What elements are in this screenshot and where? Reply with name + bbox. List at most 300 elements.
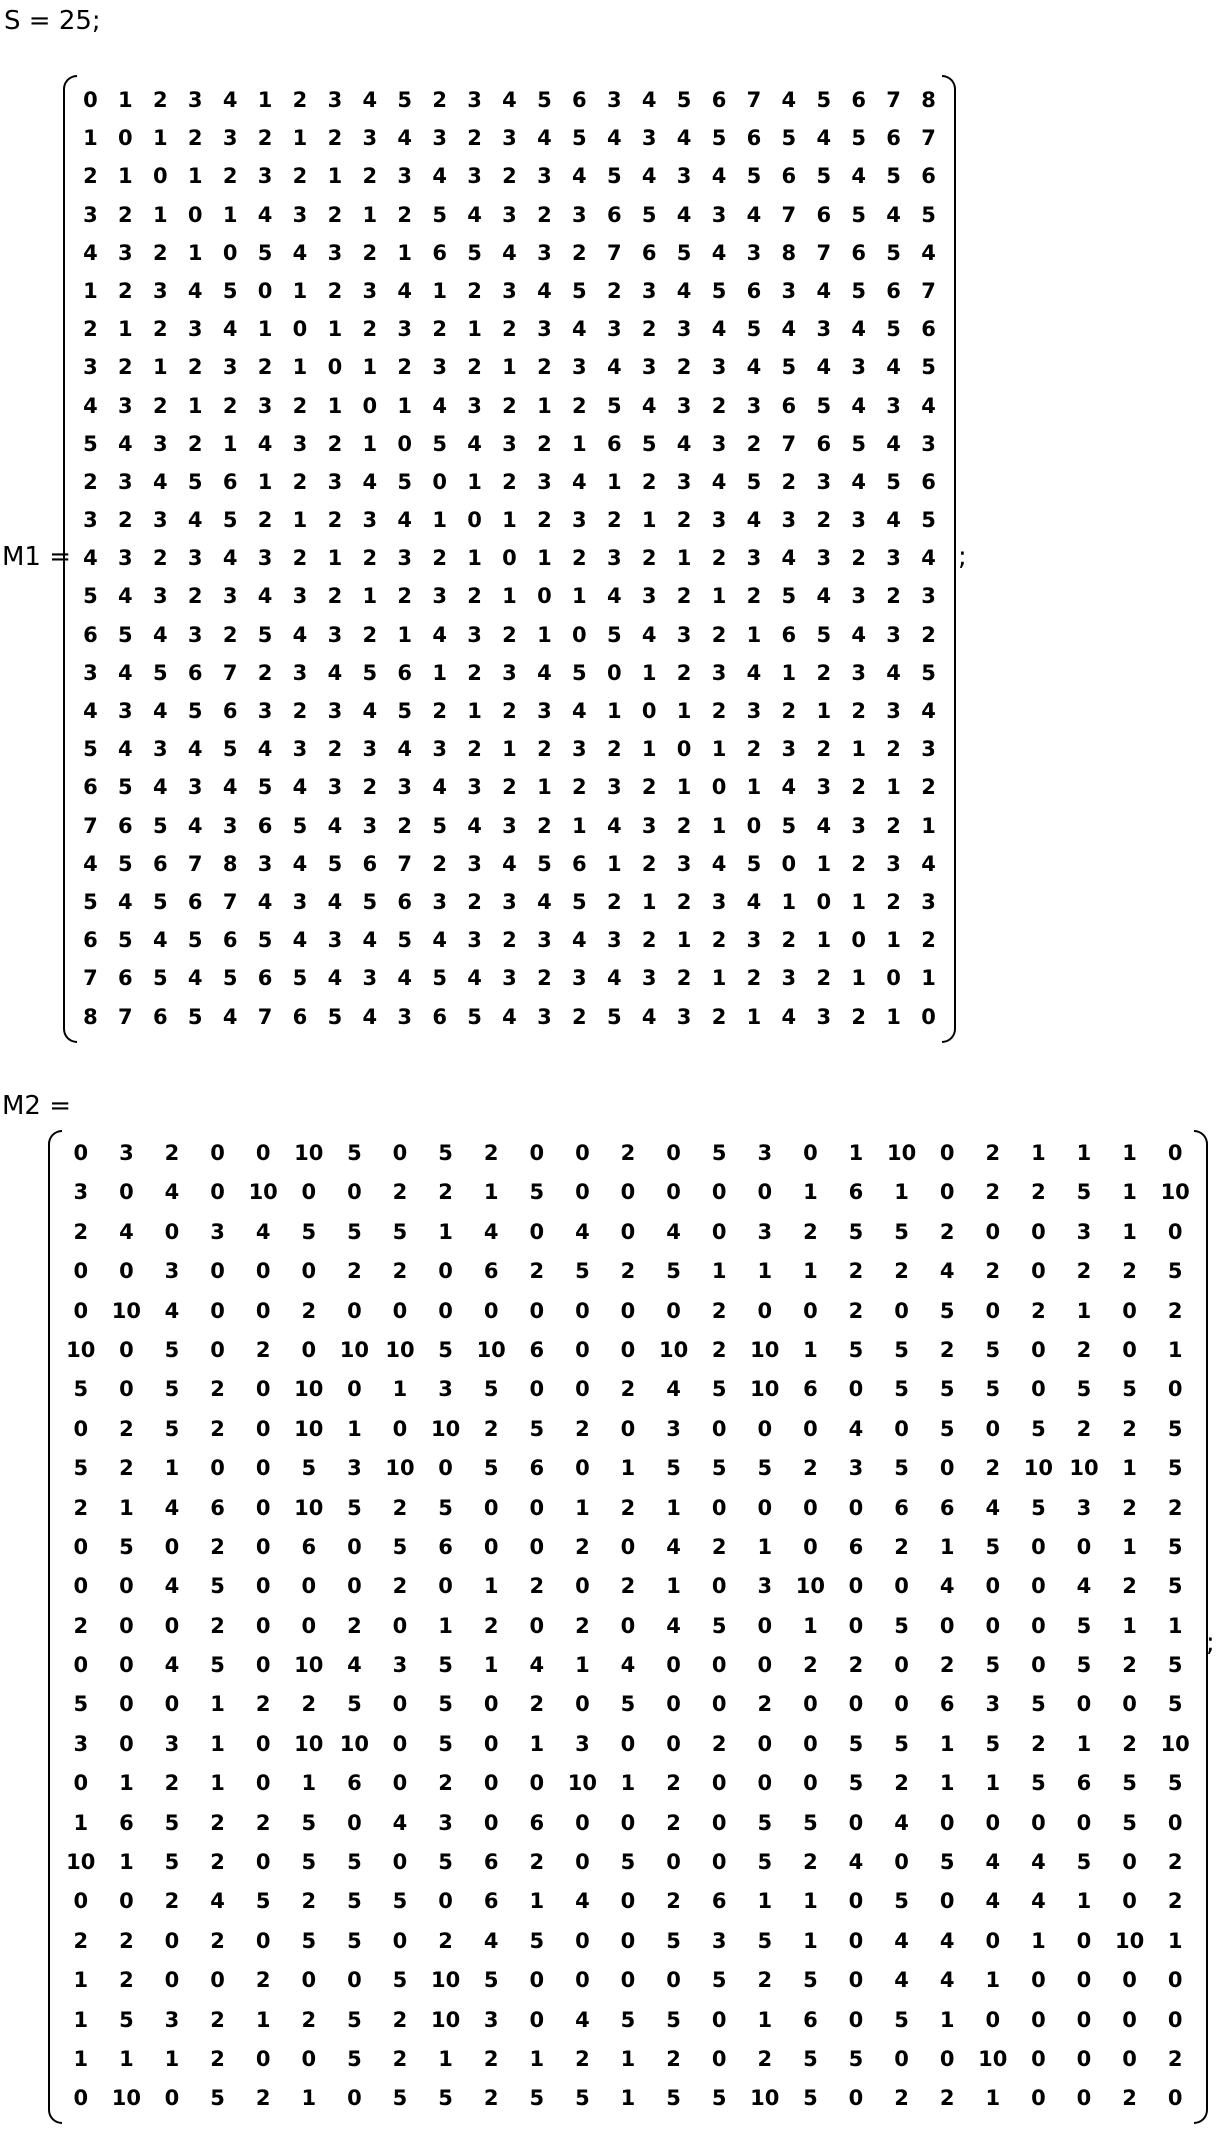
m2-cell: 2 xyxy=(1076,1337,1092,1362)
m1-cell: 3 xyxy=(327,699,343,723)
m2-cell: 1 xyxy=(848,1141,864,1165)
m1-cell: 2 xyxy=(502,622,517,647)
m1-cell: 5 xyxy=(187,928,203,953)
m1-cell: 4 xyxy=(746,889,762,914)
m2-cell: 1 xyxy=(1122,1180,1137,1205)
m1-cell: 5 xyxy=(222,737,238,762)
m1-cell: 0 xyxy=(152,164,168,189)
m2-cell: 3 xyxy=(73,1731,89,1756)
m2-cell: 0 xyxy=(1122,2007,1137,2032)
m2-label: M2 = xyxy=(2,1091,72,1121)
m2-cell: 5 xyxy=(1122,1810,1137,1835)
m1-cell: 4 xyxy=(327,813,343,838)
m1-cell: 5 xyxy=(851,202,866,227)
m1-cell: 3 xyxy=(921,431,936,456)
m1-cell: 1 xyxy=(83,278,98,303)
m2-cell: 4 xyxy=(939,1574,955,1599)
m1-cell: 5 xyxy=(222,278,238,303)
m1-cell: 2 xyxy=(222,393,238,418)
m2-cell: 1 xyxy=(483,1653,499,1678)
m1-cell: 5 xyxy=(467,1004,482,1029)
m1-cell: 5 xyxy=(362,889,378,914)
m2-cell: 0 xyxy=(803,1771,818,1796)
m2-cell: 0 xyxy=(757,1495,773,1520)
m1-cell: 4 xyxy=(676,202,692,227)
m1-cell: 4 xyxy=(83,699,98,723)
m2-cell: 0 xyxy=(803,1298,818,1323)
m2-cell: 0 xyxy=(666,1968,681,1993)
m2-cell: 6 xyxy=(347,1771,362,1796)
m1-cell: 4 xyxy=(921,699,936,723)
m1-cell: 3 xyxy=(711,508,727,533)
m2-cell: 4 xyxy=(164,1495,180,1520)
m1-cell: 0 xyxy=(572,622,587,647)
m2-cell: 1 xyxy=(985,1771,1001,1796)
m1-cell: 3 xyxy=(118,393,133,418)
m1-cell: 2 xyxy=(152,240,168,265)
m2-cell: 0 xyxy=(255,1928,271,1953)
m1-cell: 1 xyxy=(537,393,552,418)
m1-cell: 5 xyxy=(606,164,622,189)
m2-cell: 0 xyxy=(438,1259,453,1284)
m2-cell: 1 xyxy=(529,1889,545,1914)
m1-cell: 3 xyxy=(187,546,203,571)
m2-cell: 5 xyxy=(711,1968,727,1993)
m2-cell: 4 xyxy=(894,1968,909,1993)
m2-cell: 2 xyxy=(119,1456,134,1481)
m2-cell: 4 xyxy=(939,1968,955,1993)
m2-cell: 2 xyxy=(1122,2086,1137,2111)
m2-cell: 4 xyxy=(575,1219,590,1244)
m2-cell: 0 xyxy=(1167,1377,1183,1402)
m2-cell: 2 xyxy=(848,1259,864,1284)
m2-cell: 0 xyxy=(620,1889,636,1914)
m2-semicolon: ; xyxy=(1206,1628,1215,1658)
m2-cell: 1 xyxy=(119,1771,134,1796)
m2-cell: 0 xyxy=(1167,1141,1183,1165)
m2-cell: 6 xyxy=(119,1810,134,1835)
m2-cell: 0 xyxy=(255,1613,271,1638)
m2-cell: 2 xyxy=(255,1968,271,1993)
m2-cell: 1 xyxy=(985,2086,1001,2111)
m2-cell: 1 xyxy=(803,1613,818,1638)
m2-cell: 2 xyxy=(848,1653,864,1678)
m1-cell: 1 xyxy=(641,737,657,762)
m2-cell: 0 xyxy=(848,2086,864,2111)
m1-cell: 4 xyxy=(257,584,273,609)
m2-cell: 3 xyxy=(483,2007,499,2032)
m1-cell: 0 xyxy=(222,240,238,265)
m2-cell: 2 xyxy=(620,1495,636,1520)
m1-cell: 4 xyxy=(746,355,762,380)
m1-cell: 1 xyxy=(152,355,168,380)
m1-cell: 2 xyxy=(537,813,552,838)
m1-cell: 4 xyxy=(641,88,657,112)
m2-cell: 6 xyxy=(848,1180,864,1205)
m1-cell: 6 xyxy=(921,469,936,494)
m2-cell: 5 xyxy=(483,1377,499,1402)
m2-cell: 0 xyxy=(73,1771,89,1796)
m1-cell: 2 xyxy=(83,164,98,189)
m1-cell: 1 xyxy=(362,584,378,609)
m1-cell: 4 xyxy=(851,393,866,418)
m2-cell: 0 xyxy=(73,1416,89,1441)
m2-cell: 0 xyxy=(164,1928,180,1953)
m2-cell: 10 xyxy=(111,1298,141,1323)
m2-cell: 0 xyxy=(119,1259,134,1284)
m2-cell: 2 xyxy=(620,1259,636,1284)
m2-cell: 2 xyxy=(620,1377,636,1402)
m1-label: M1 = xyxy=(2,542,72,572)
m1-cell: 6 xyxy=(118,813,133,838)
m2-cell: 0 xyxy=(347,1574,362,1599)
m1-cell: 6 xyxy=(397,889,413,914)
m1-cell: 2 xyxy=(711,393,727,418)
m1-cell: 5 xyxy=(572,126,587,151)
m1-cell: 0 xyxy=(711,775,727,800)
m2-cell: 0 xyxy=(1031,2046,1046,2071)
m2-cell: 4 xyxy=(119,1219,134,1244)
m1-cell: 3 xyxy=(676,164,692,189)
m1-cell: 3 xyxy=(711,355,727,380)
m1-cell: 3 xyxy=(397,546,413,571)
m1-cell: 3 xyxy=(676,393,692,418)
m2-cell: 1 xyxy=(1122,1219,1137,1244)
m1-cell: 3 xyxy=(572,202,587,227)
m1-cell: 0 xyxy=(327,355,343,380)
m2-cell: 6 xyxy=(803,2007,818,2032)
m1-cell: 3 xyxy=(816,317,832,342)
m1-cell: 3 xyxy=(641,278,657,303)
m2-cell: 5 xyxy=(757,1810,773,1835)
m2-cell: 0 xyxy=(620,1298,636,1323)
m1-cell: 5 xyxy=(257,928,273,953)
m1-cell: 4 xyxy=(502,1004,517,1029)
m1-cell: 2 xyxy=(746,966,762,991)
m2-cell: 5 xyxy=(803,1810,818,1835)
m2-cell: 2 xyxy=(301,2007,317,2032)
m1-cell: 3 xyxy=(921,889,936,914)
m1-cell: 6 xyxy=(83,622,98,647)
m2-cell: 5 xyxy=(894,1377,909,1402)
m2-cell: 0 xyxy=(210,1141,225,1165)
m2-cell: 2 xyxy=(1122,1731,1137,1756)
m1-cell: 3 xyxy=(816,546,832,571)
m1-cell: 2 xyxy=(152,317,168,342)
m2-cell: 1 xyxy=(1167,1337,1183,1362)
m1-cell: 2 xyxy=(397,813,413,838)
m2-cell: 0 xyxy=(939,2046,955,2071)
m1-cell: 3 xyxy=(152,431,168,456)
m1-cell: 1 xyxy=(711,813,727,838)
m2-cell: 5 xyxy=(894,1889,909,1914)
m1-cell: 5 xyxy=(537,851,552,876)
m2-cell: 1 xyxy=(939,1771,955,1796)
m2-cell: 5 xyxy=(210,1574,225,1599)
m2-cell: 0 xyxy=(757,1416,773,1441)
m2-cell: 2 xyxy=(119,1416,134,1441)
m1-cell: 3 xyxy=(362,966,378,991)
m1-cell: 4 xyxy=(467,202,482,227)
m1-cell: 3 xyxy=(711,431,727,456)
m2-cell: 0 xyxy=(210,1337,225,1362)
m1-cell: 6 xyxy=(816,431,832,456)
m1-cell: 3 xyxy=(746,546,762,571)
m2-cell: 0 xyxy=(575,1928,590,1953)
m2-cell: 5 xyxy=(894,1613,909,1638)
m2-cell: 5 xyxy=(666,1456,681,1481)
m1-cell: 3 xyxy=(397,1004,413,1029)
m2-cell: 0 xyxy=(301,1180,317,1205)
m1-cell: 3 xyxy=(711,202,727,227)
m2-cell: 0 xyxy=(73,1534,89,1559)
m1-cell: 4 xyxy=(118,584,133,609)
m1-cell: 4 xyxy=(816,126,832,151)
m2-cell: 1 xyxy=(529,2046,545,2071)
m2-cell: 10 xyxy=(294,1495,324,1520)
m1-cell: 6 xyxy=(572,851,587,876)
m2-cell: 2 xyxy=(529,1850,545,1875)
m1-cell: 2 xyxy=(711,1004,727,1029)
m2-cell: 1 xyxy=(803,1889,818,1914)
m1-cell: 3 xyxy=(152,737,168,762)
m1-cell: 4 xyxy=(222,546,238,571)
m2-cell: 5 xyxy=(939,1298,955,1323)
m1-cell: 2 xyxy=(432,546,447,571)
m1-cell: 4 xyxy=(851,469,866,494)
m2-cell: 5 xyxy=(1076,1180,1092,1205)
m2-cell: 0 xyxy=(438,1889,453,1914)
m1-cell: 4 xyxy=(152,699,168,723)
m1-cell: 2 xyxy=(467,355,482,380)
m1-cell: 3 xyxy=(816,775,832,800)
m2-cell: 5 xyxy=(255,1889,271,1914)
m2-cell: 0 xyxy=(757,1298,773,1323)
m2-cell: 0 xyxy=(1122,1850,1137,1875)
m1-cell: 3 xyxy=(851,660,866,685)
m1-cell: 4 xyxy=(502,240,517,265)
m1-cell: 4 xyxy=(711,851,727,876)
m2-cell: 0 xyxy=(210,1259,225,1284)
m1-cell: 5 xyxy=(746,317,762,342)
m1-cell: 4 xyxy=(83,393,98,418)
m1-cell: 2 xyxy=(921,622,936,647)
m2-cell: 0 xyxy=(255,1771,271,1796)
m2-cell: 0 xyxy=(575,1377,590,1402)
m1-cell: 4 xyxy=(362,699,378,723)
m2-cell: 5 xyxy=(848,1337,864,1362)
m2-cell: 5 xyxy=(529,1928,545,1953)
m2-cell: 6 xyxy=(483,1850,499,1875)
m1-cell: 1 xyxy=(676,775,692,800)
m2-cell: 4 xyxy=(939,1928,955,1953)
m1-cell: 1 xyxy=(851,737,866,762)
m1-cell: 2 xyxy=(746,737,762,762)
m1-cell: 3 xyxy=(152,508,168,533)
m2-cell: 0 xyxy=(301,1574,317,1599)
m2-cell: 0 xyxy=(575,1968,590,1993)
m1-cell: 2 xyxy=(187,431,203,456)
m2-cell: 2 xyxy=(438,1928,453,1953)
m2-cell: 0 xyxy=(894,1692,909,1717)
m1-grid xyxy=(73,81,946,1036)
m2-cell: 5 xyxy=(620,2007,636,2032)
m2-cell: 0 xyxy=(483,1771,499,1796)
m1-cell: 1 xyxy=(118,164,133,189)
m1-cell: 3 xyxy=(537,928,552,953)
m2-cell: 2 xyxy=(1167,2046,1183,2071)
m2-cell: 0 xyxy=(620,1810,636,1835)
m1-cell: 2 xyxy=(572,1004,587,1029)
m2-cell: 4 xyxy=(985,1495,1001,1520)
m2-cell: 10 xyxy=(294,1377,324,1402)
m1-cell: 2 xyxy=(432,699,447,723)
m1-cell: 3 xyxy=(467,928,482,953)
m2-cell: 0 xyxy=(1031,1810,1046,1835)
m1-cell: 4 xyxy=(362,1004,378,1029)
m2-cell: 5 xyxy=(894,1731,909,1756)
m1-cell: 2 xyxy=(746,584,762,609)
m2-cell: 0 xyxy=(483,1731,499,1756)
m2-cell: 0 xyxy=(210,1968,225,1993)
m2-cell: 0 xyxy=(1031,1337,1046,1362)
m1-cell: 1 xyxy=(467,546,482,571)
m2-cell: 10 xyxy=(476,1337,506,1362)
m2-cell: 2 xyxy=(210,1377,225,1402)
m2-cell: 0 xyxy=(1031,2086,1046,2111)
m1-cell: 3 xyxy=(432,355,447,380)
m1-cell: 5 xyxy=(152,889,168,914)
m1-cell: 3 xyxy=(222,126,238,151)
m1-cell: 4 xyxy=(886,660,901,685)
m2-cell: 10 xyxy=(750,2086,780,2111)
m1-cell: 4 xyxy=(711,469,727,494)
m2-cell: 0 xyxy=(119,1889,134,1914)
m1-cell: 2 xyxy=(118,278,133,303)
m2-cell: 3 xyxy=(210,1219,225,1244)
m1-cell: 3 xyxy=(187,317,203,342)
m1-cell: 1 xyxy=(921,966,936,991)
m2-cell: 0 xyxy=(210,1298,225,1323)
m1-cell: 4 xyxy=(292,851,308,876)
m2-cell: 0 xyxy=(894,2046,909,2071)
m1-cell: 2 xyxy=(432,317,447,342)
m2-cell: 1 xyxy=(164,1456,180,1481)
m2-cell: 2 xyxy=(73,1219,89,1244)
m1-cell: 3 xyxy=(187,622,203,647)
m1-cell: 3 xyxy=(537,1004,552,1029)
m1-cell: 4 xyxy=(641,622,657,647)
m1-cell: 3 xyxy=(851,813,866,838)
m2-cell: 0 xyxy=(255,1574,271,1599)
m1-cell: 4 xyxy=(327,966,343,991)
m1-cell: 4 xyxy=(781,88,797,112)
m2-cell: 5 xyxy=(347,1850,362,1875)
m2-cell: 1 xyxy=(620,2046,636,2071)
m2-cell: 2 xyxy=(529,1259,545,1284)
m2-cell: 1 xyxy=(711,1259,727,1284)
m2-cell: 5 xyxy=(1167,1653,1183,1678)
m1-cell: 0 xyxy=(362,393,378,418)
m2-cell: 5 xyxy=(894,2007,909,2032)
m1-cell: 1 xyxy=(222,431,238,456)
m1-cell: 3 xyxy=(781,966,797,991)
m2-cell: 5 xyxy=(1031,1771,1046,1796)
m2-cell: 5 xyxy=(1167,1534,1183,1559)
m2-cell: 4 xyxy=(848,1850,864,1875)
m2-cell: 1 xyxy=(803,1180,818,1205)
m2-cell: 0 xyxy=(1076,2086,1092,2111)
m2-cell: 0 xyxy=(711,2046,727,2071)
m2-cell: 4 xyxy=(529,1653,545,1678)
m1-cell: 3 xyxy=(292,431,308,456)
m1-cell: 2 xyxy=(711,699,727,723)
m2-cell: 0 xyxy=(119,1180,134,1205)
m1-cell: 2 xyxy=(746,431,762,456)
m2-cell: 0 xyxy=(164,1968,180,1993)
m2-cell: 10 xyxy=(1114,1928,1145,1953)
m1-cell: 2 xyxy=(641,317,657,342)
m2-cell: 0 xyxy=(529,1377,545,1402)
m1-cell: 7 xyxy=(83,813,98,838)
m2-cell: 4 xyxy=(164,1180,180,1205)
m1-cell: 3 xyxy=(467,851,482,876)
m1-cell: 6 xyxy=(921,317,936,342)
m1-cell: 3 xyxy=(606,928,622,953)
m2-cell: 5 xyxy=(347,1889,362,1914)
m2-cell: 0 xyxy=(438,1298,453,1323)
m1-cell: 4 xyxy=(257,737,273,762)
m1-cell: 2 xyxy=(467,737,482,762)
m1-cell: 2 xyxy=(851,851,866,876)
m2-cell: 5 xyxy=(757,1850,773,1875)
m1-cell: 4 xyxy=(886,202,901,227)
m1-cell: 4 xyxy=(327,889,343,914)
m1-cell: 1 xyxy=(397,240,413,265)
m1-cell: 4 xyxy=(118,660,133,685)
m2-cell: 5 xyxy=(164,1850,180,1875)
m2-cell: 1 xyxy=(392,1377,408,1402)
m2-cell: 0 xyxy=(666,1298,681,1323)
m1-cell: 4 xyxy=(292,775,308,800)
m2-cell: 2 xyxy=(1076,1259,1092,1284)
m2-cell: 4 xyxy=(575,2007,590,2032)
m2-cell: 2 xyxy=(438,1180,453,1205)
m2-cell: 2 xyxy=(894,2086,909,2111)
m1-cell: 5 xyxy=(606,622,622,647)
m2-cell: 0 xyxy=(757,1613,773,1638)
m2-cell: 3 xyxy=(438,1810,453,1835)
m1-cell: 2 xyxy=(327,584,343,609)
m2-cell: 0 xyxy=(620,1337,636,1362)
m1-cell: 2 xyxy=(606,737,622,762)
m2-cell: 10 xyxy=(567,1771,597,1796)
m1-cell: 2 xyxy=(711,546,727,571)
m2-cell: 4 xyxy=(985,1889,1001,1914)
m2-cell: 0 xyxy=(73,1259,89,1284)
m1-cell: 2 xyxy=(641,546,657,571)
m2-cell: 4 xyxy=(939,1259,955,1284)
m2-cell: 5 xyxy=(301,1850,317,1875)
m2-cell: 2 xyxy=(1167,1850,1183,1875)
m2-cell: 1 xyxy=(438,1613,453,1638)
m2-cell: 2 xyxy=(711,1534,727,1559)
m2-cell: 0 xyxy=(164,1613,180,1638)
m2-cell: 0 xyxy=(575,1180,590,1205)
m1-cell: 1 xyxy=(537,775,552,800)
m2-cell: 0 xyxy=(347,2086,362,2111)
m1-cell: 2 xyxy=(152,546,168,571)
